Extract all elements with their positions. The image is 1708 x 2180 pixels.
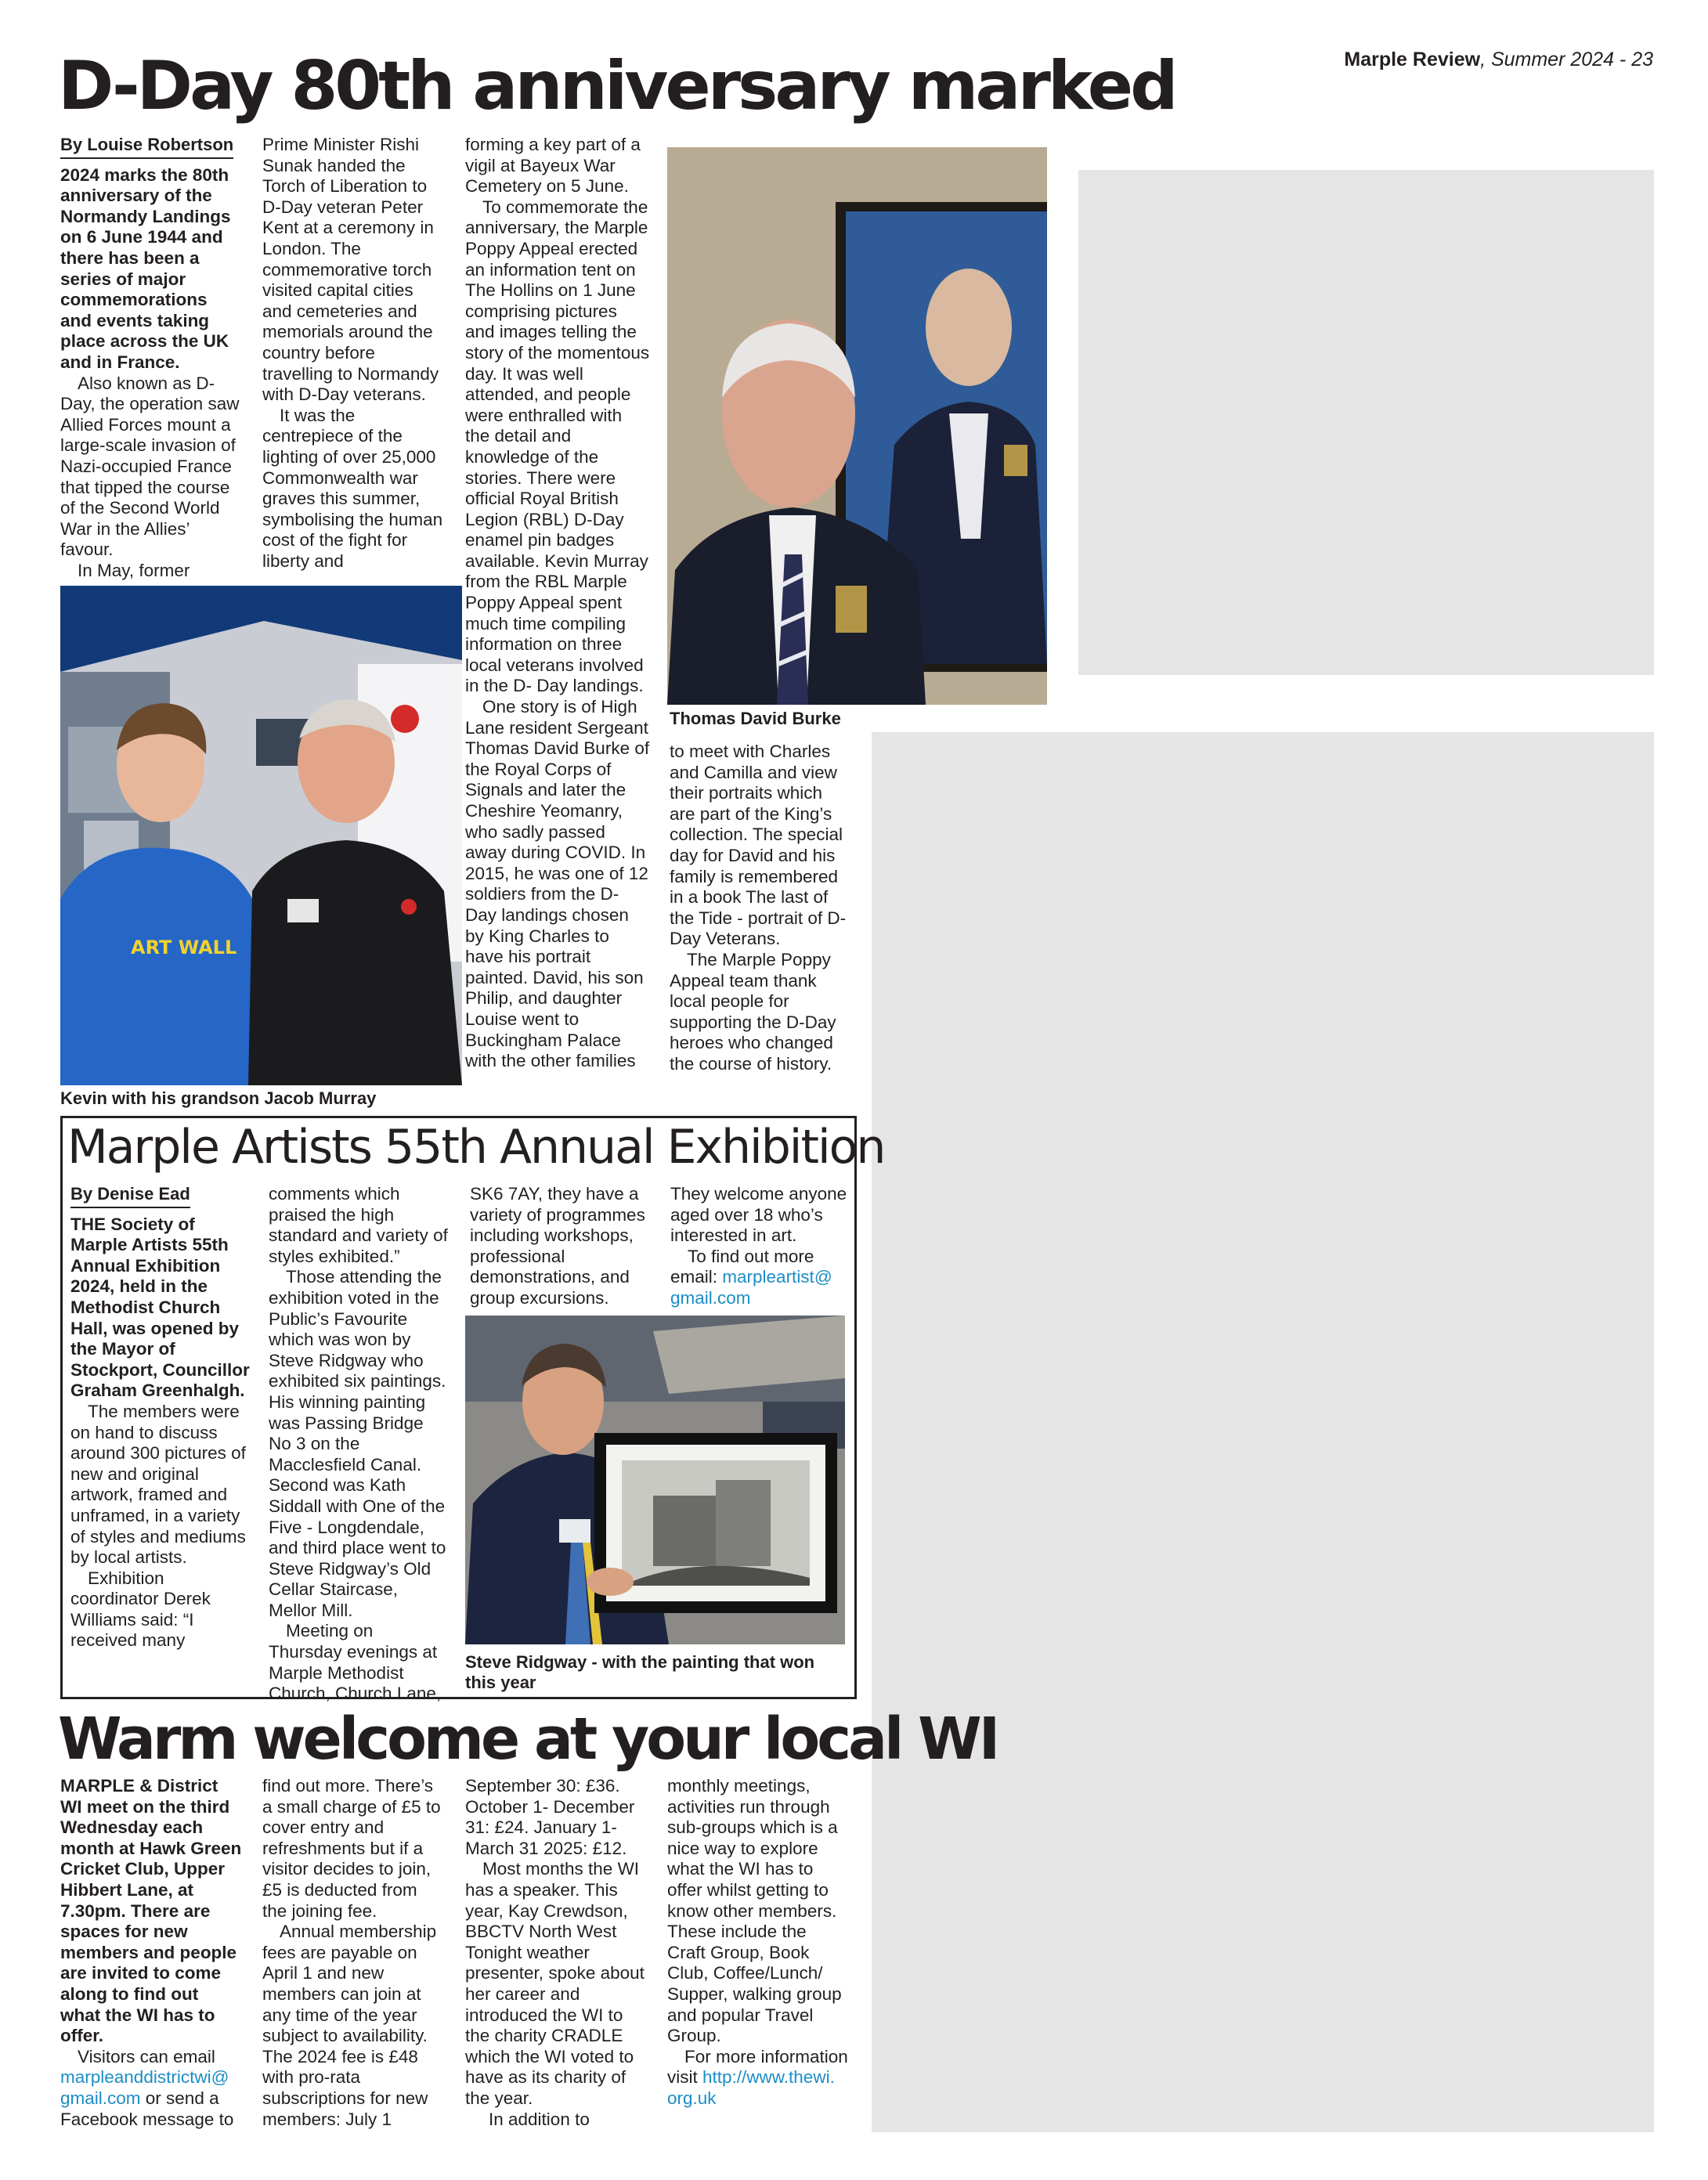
- dday-byline: By Louise Robertson: [60, 135, 233, 159]
- dday-paragraph: The Marple Poppy Appeal team thank local people for supporting the D-Day heroes who changed the course of history.: [670, 949, 836, 1074]
- artists-column-2: [269, 1184, 450, 1705]
- wi-column-3: [465, 1776, 650, 2130]
- photo-steve-ridgway-image: [465, 1316, 845, 1644]
- artists-paragraph: They welcome anyone aged over 18 who’s interested in art.: [670, 1184, 847, 1246]
- dday-column-4: [670, 742, 851, 1075]
- wi-paragraph: Most months the WI has a speaker. This year, Kay Crewdson, BBCTV North West Tonight weather presenter, spoke about her career and introduced the WI to the charity CRADLE which the WI voted to have as its charity of the year.: [465, 1859, 645, 2108]
- artists-column-4: [670, 1184, 849, 1309]
- artists-column-1: [70, 1184, 252, 1651]
- wi-headline: Warm welcome at your local WI: [58, 1705, 998, 1773]
- caption-thomas-david-burke: Thomas David Burke: [670, 709, 841, 728]
- caption-kevin-and-jacob: Kevin with his grandson Jacob Murray: [60, 1088, 377, 1108]
- wi-paragraph: [60, 2047, 242, 2130]
- wi-lead: MARPLE & District WI meet on the third Wednesday each month at Hawk Green Cricket Club, Upper Hibbert Lane, at 7.30pm. There are spaces for new members and people are invited to come along to find out what the WI has to offer.: [60, 1776, 242, 2046]
- caption-steve-ridgway: Steve Ridgway - with the painting that won this year: [465, 1652, 815, 1692]
- wi-column-4: [667, 1776, 849, 2110]
- artists-paragraph: [670, 1247, 849, 1309]
- wi-paragraph: September 30: £36. October 1- December 31: £24. January 1-March 31 2025: £12.: [465, 1776, 635, 1858]
- advert-placeholder-top: [1078, 170, 1654, 675]
- wi-email-link[interactable]: marpleanddistrictwi@ gmail.com: [60, 2067, 229, 2108]
- artists-byline: By Denise Ead: [70, 1184, 190, 1208]
- wi-website-link[interactable]: http://www.thewi. org.uk: [667, 2067, 835, 2108]
- artists-paragraph: comments which praised the high standard and variety of styles exhibited.”: [269, 1184, 448, 1266]
- dday-column-2: [262, 135, 444, 572]
- artists-paragraph: SK6 7AY, they have a variety of programmes including workshops, professional demonstrations, and group excursions.: [470, 1184, 645, 1308]
- dday-column-3: [465, 135, 650, 1072]
- dday-column-1: [60, 135, 242, 581]
- wi-paragraph: find out more. There’s a small charge of £5 to cover entry and refreshments but if a visitor decides to join, £5 is deducted from the joining fee.: [262, 1776, 441, 1921]
- dday-paragraph: to meet with Charles and Camilla and view their portraits which are part of the King’s collection. The special day for David and his family is remembered in a book The last of the Tide - portrait of D-Day Veterans.: [670, 742, 847, 949]
- masthead: [1344, 49, 1653, 71]
- photo-steve-ridgway: [465, 1316, 845, 1644]
- wi-info-text: For more information visit: [667, 2046, 848, 2088]
- wi-contact-text: Visitors can email: [78, 2046, 215, 2066]
- artists-headline: Marple Artists 55th Annual Exhibition: [67, 1120, 885, 1175]
- photo-kevin-and-jacob: [60, 586, 462, 1085]
- artists-contact-text: To find out more email:: [670, 1246, 814, 1287]
- artists-column-3: [470, 1184, 650, 1309]
- dday-paragraph: One story is of High Lane resident Sergeant Thomas David Burke of the Royal Corps of Signals and later the Cheshire Yeomanry, who sadly passed away during COVID. In 2015, he was one of 12 soldiers from the D-Day landings chosen by King Charles to have his portrait painted. David, his son Philip, and daughter Louise went to Buckingham Palace with the other families: [465, 697, 650, 1071]
- photo-thomas-david-burke-image: [667, 147, 1047, 705]
- wi-paragraph: [667, 2047, 849, 2110]
- wi-column-2: [262, 1776, 444, 2130]
- artists-paragraph: Meeting on Thursday evenings at Marple Methodist Church, Church Lane,: [269, 1621, 442, 1704]
- dday-headline: D-Day 80th anniversary marked: [58, 47, 1175, 125]
- issue-info: , Summer 2024 - 23: [1480, 49, 1653, 70]
- wi-contact-text-end: or send a Facebook message to: [60, 2088, 234, 2129]
- photo-kevin-and-jacob-image: [60, 586, 462, 1085]
- advert-placeholder-bottom: [872, 732, 1654, 2132]
- artists-lead: THE Society of Marple Artists 55th Annual Exhibition 2024, held in the Methodist Church Hall, was opened by the Mayor of Stockport, Councillor Graham Greenhalgh.: [70, 1214, 250, 1401]
- dday-lead: 2024 marks the 80th anniversary of the Normandy Landings on 6 June 1944 and there has been a series of major commemorations and events taking place across the UK and in France.: [60, 164, 231, 372]
- publication-name: Marple Review: [1344, 49, 1481, 70]
- artists-paragraph: Those attending the exhibition voted in the Public’s Favourite which was won by Steve Ridgway who exhibited six paintings. His winning painting was Passing Bridge No 3 on the Macclesfield Canal. Second was Kath Siddall with One of the Five - Longdendale, and third place went to Steve Ridgway’s Old Cellar Staircase, Mellor Mill.: [269, 1267, 446, 1620]
- dday-paragraph: forming a key part of a vigil at Bayeux War Cemetery on 5 June.: [465, 135, 641, 197]
- artists-paragraph: Exhibition coordinator Derek Williams said: “I received many: [70, 1568, 211, 1651]
- dday-paragraph: Prime Minister Rishi Sunak handed the Torch of Liberation to D-Day veteran Peter Kent at a ceremony in London. The commemorative torch visited capital cities and cemeteries and memorials around the country before travelling to Normandy with D-Day veterans.: [262, 135, 439, 405]
- artists-email-link[interactable]: marpleartist@ gmail.com: [670, 1267, 832, 1308]
- wi-paragraph: Annual membership fees are payable on April 1 and new members can join at any time of the year subject to availability. The 2024 fee is £48 with pro-rata subscriptions for new members: July 1: [262, 1922, 437, 2129]
- dday-paragraph: To commemorate the anniversary, the Marple Poppy Appeal erected an information tent on The Hollins on 1 June comprising pictures and images telling the story of the momentous day. It was well attended, and people were enthralled with the detail and knowledge of the stories. There were official Royal British Legion (RBL) D-Day enamel pin badges available. Kevin Murray from the RBL Marple Poppy Appeal spent much time compiling information on three local veterans involved in the D- Day landings.: [465, 197, 650, 696]
- dday-paragraph: It was the centrepiece of the lighting of over 25,000 Commonwealth war graves this summer, symbolising the human cost of the fight for liberty and: [262, 405, 443, 571]
- artists-paragraph: The members were on hand to discuss around 300 pictures of new and original artwork, framed and unframed, in a variety of styles and mediums by local artists.: [70, 1401, 246, 1568]
- wi-paragraph: In addition to: [489, 2109, 590, 2129]
- dday-paragraph: Also known as D-Day, the operation saw Allied Forces mount a large-scale invasion of Nazi-occupied France that tipped the course of the Second World War in the Allies’ favour.: [60, 373, 240, 560]
- photo-thomas-david-burke: [667, 147, 1047, 705]
- dday-paragraph: In May, former: [78, 560, 190, 580]
- wi-paragraph: monthly meetings, activities run through sub-groups which is a nice way to explore what the WI has to offer whilst getting to know other members. These include the Craft Group, Book Club, Coffee/Lunch/ Supper, walking group and popular Travel Group.: [667, 1776, 842, 2046]
- svg-text:ART WALL: ART WALL: [131, 937, 237, 958]
- wi-column-1: [60, 1776, 242, 2130]
